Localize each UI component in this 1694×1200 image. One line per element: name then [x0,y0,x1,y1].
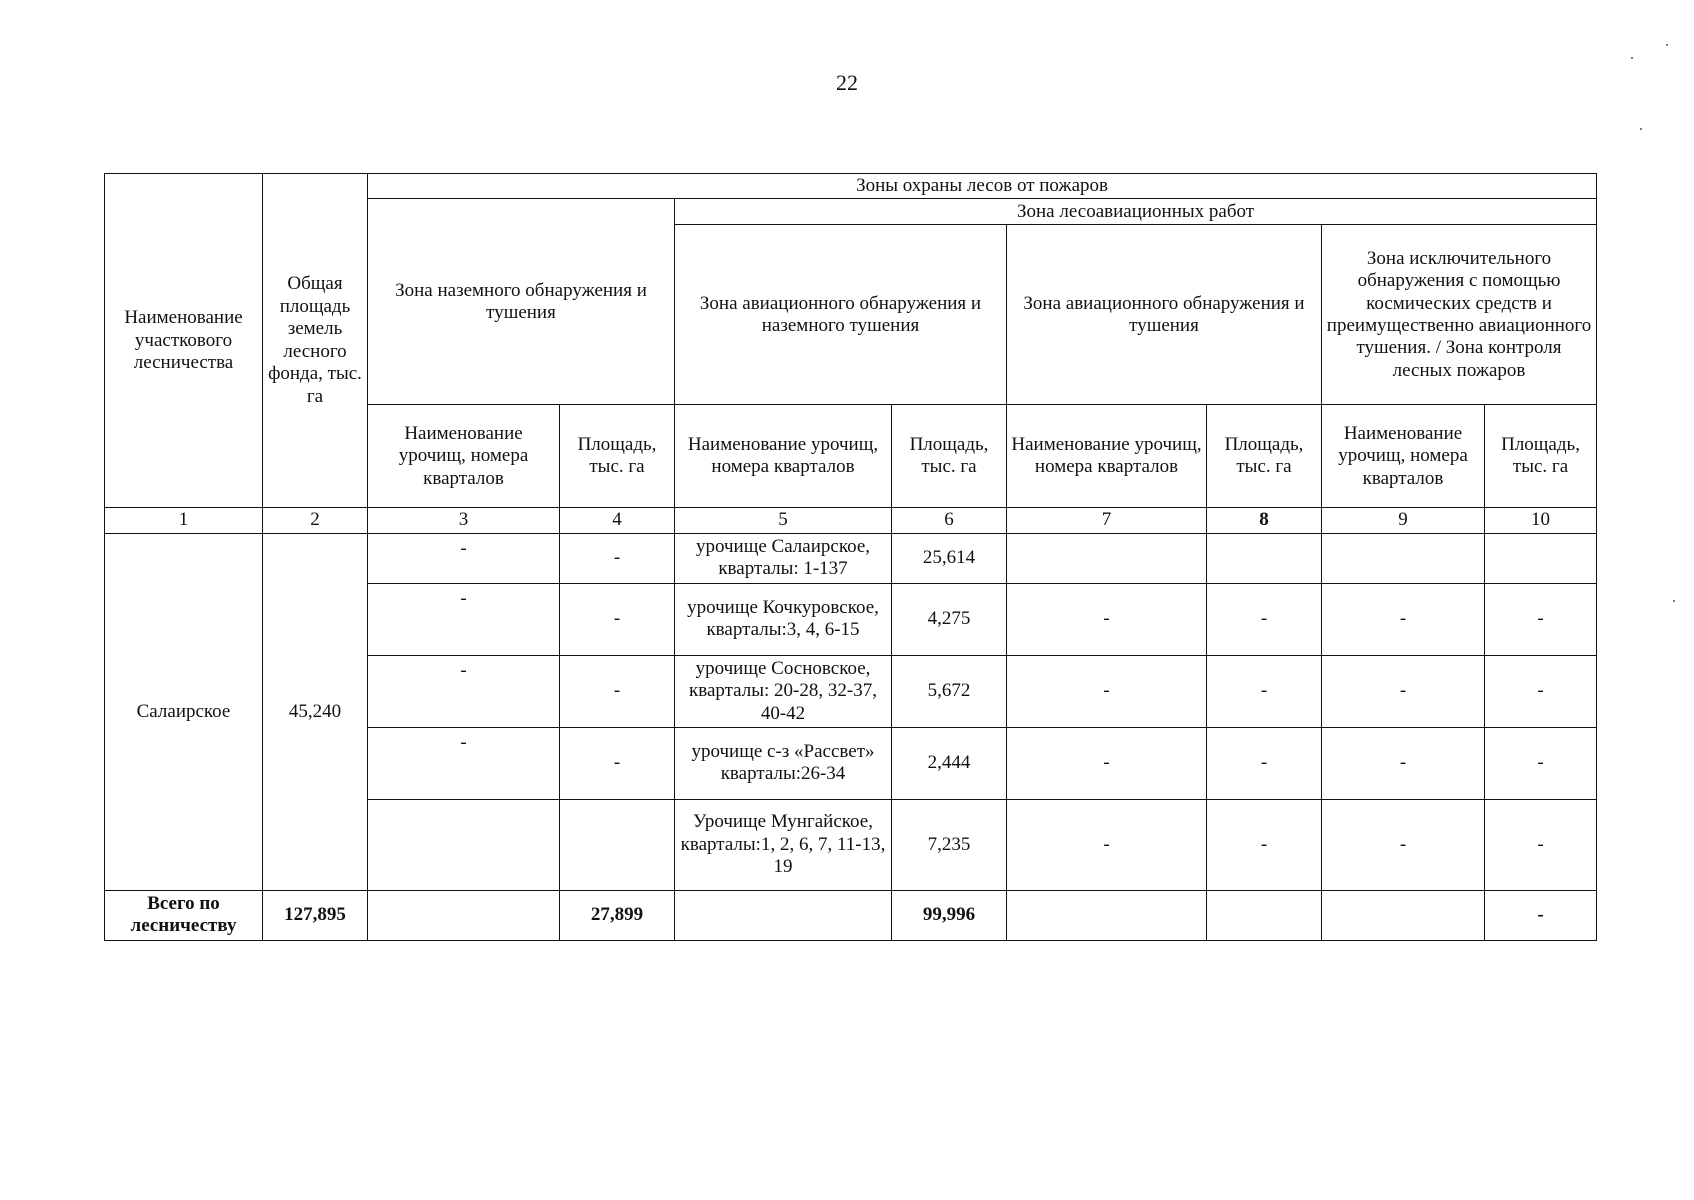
ground-area-cell: - [560,533,675,583]
space-tract-cell [1322,533,1485,583]
aviation-tract-cell: урочище Кочкуровское, кварталы:3, 4, 6-15 [675,583,892,655]
ground-area-cell: - [560,655,675,727]
column-number: 1 [105,508,263,533]
aviation-ext-area-cell: - [1207,583,1322,655]
space-tract-cell: - [1322,655,1485,727]
header-row [105,174,1597,199]
aviation-area-cell: 25,614 [892,533,1007,583]
header-area: Площадь, тыс. га [1485,405,1597,508]
aviation-ext-tract-cell: - [1007,799,1207,890]
ground-tract-cell [368,799,560,890]
scan-speck [1631,57,1633,59]
scan-speck [1673,600,1675,602]
column-number-row [105,508,1597,533]
space-area-cell: - [1485,655,1597,727]
aviation-ext-area-cell: - [1207,799,1322,890]
total-aviation-ext-area [1207,890,1322,940]
total-ground-tract [368,890,560,940]
column-number: 3 [368,508,560,533]
header-tract-name: Наименование урочищ, номера кварталов [675,405,892,508]
aviation-ext-area-cell: - [1207,655,1322,727]
aviation-tract-cell: урочище Сосновское, кварталы: 20-28, 32-37, 40-42 [675,655,892,727]
space-area-cell: - [1485,799,1597,890]
total-aviation-area: 99,996 [892,890,1007,940]
header-zones-title: Зоны охраны лесов от пожаров [368,174,1597,199]
space-area-cell [1485,533,1597,583]
column-number: 6 [892,508,1007,533]
ground-tract-cell: - [368,727,560,799]
column-number: 9 [1322,508,1485,533]
header-total-area: Общая площадь земель лесного фонда, тыс. га [263,174,368,508]
space-area-cell: - [1485,583,1597,655]
ground-tract-cell: - [368,533,560,583]
column-number: 10 [1485,508,1597,533]
aviation-tract-cell: урочище с-з «Рассвет» кварталы:26-34 [675,727,892,799]
header-area: Площадь, тыс. га [1207,405,1322,508]
ground-tract-cell: - [368,583,560,655]
header-area: Площадь, тыс. га [892,405,1007,508]
page-number: 22 [836,70,858,95]
header-area: Площадь, тыс. га [560,405,675,508]
ground-tract-cell: - [368,655,560,727]
aviation-area-cell: 2,444 [892,727,1007,799]
header-tract-name: Наименование урочищ, номера кварталов [368,405,560,508]
total-aviation-tract [675,890,892,940]
aviation-tract-cell: урочище Салаирское, кварталы: 1-137 [675,533,892,583]
total-space-area: - [1485,890,1597,940]
scan-speck [1666,44,1668,46]
header-space-zone: Зона исключительного обнаружения с помощью космических средств и преимущественно авиационного тушения. / Зона контроля лесных пожаров [1322,225,1597,405]
column-number: 4 [560,508,675,533]
aviation-ext-tract-cell [1007,533,1207,583]
aviation-tract-cell: Урочище Мунгайское, кварталы:1, 2, 6, 7, 11-13, 19 [675,799,892,890]
aviation-ext-area-cell [1207,533,1322,583]
aviation-area-cell: 4,275 [892,583,1007,655]
total-ground-area: 27,899 [560,890,675,940]
aviation-ext-area-cell: - [1207,727,1322,799]
header-tract-name: Наименование урочищ, номера кварталов [1007,405,1207,508]
ground-area-cell: - [560,727,675,799]
ground-area-cell [560,799,675,890]
aviation-area-cell: 7,235 [892,799,1007,890]
total-row [105,890,1597,940]
space-tract-cell: - [1322,727,1485,799]
header-ground-zone: Зона наземного обнаружения и тушения [368,199,675,405]
header-forestry-name: Наименование участкового лесничества [105,174,263,508]
table-row [105,533,1597,583]
space-area-cell: - [1485,727,1597,799]
aviation-ext-tract-cell: - [1007,727,1207,799]
scan-speck [1640,128,1642,130]
total-label: Всего по лесничеству [105,890,263,940]
forest-fire-zones-table [104,173,1597,941]
aviation-ext-tract-cell: - [1007,583,1207,655]
forestry-total-area: 45,240 [263,533,368,890]
column-number: 7 [1007,508,1207,533]
aviation-ext-tract-cell: - [1007,655,1207,727]
forestry-name: Салаирское [105,533,263,890]
column-number: 5 [675,508,892,533]
aviation-area-cell: 5,672 [892,655,1007,727]
total-space-tract [1322,890,1485,940]
header-tract-name: Наименование урочищ, номера кварталов [1322,405,1485,508]
ground-area-cell: - [560,583,675,655]
header-aviation-works: Зона лесоавиационных работ [675,199,1597,225]
total-area: 127,895 [263,890,368,940]
total-aviation-ext-tract [1007,890,1207,940]
column-number: 8 [1207,508,1322,533]
header-aviation-detect-extinguish: Зона авиационного обнаружения и тушения [1007,225,1322,405]
header-aviation-detect-ground: Зона авиационного обнаружения и наземного тушения [675,225,1007,405]
space-tract-cell: - [1322,583,1485,655]
space-tract-cell: - [1322,799,1485,890]
column-number: 2 [263,508,368,533]
